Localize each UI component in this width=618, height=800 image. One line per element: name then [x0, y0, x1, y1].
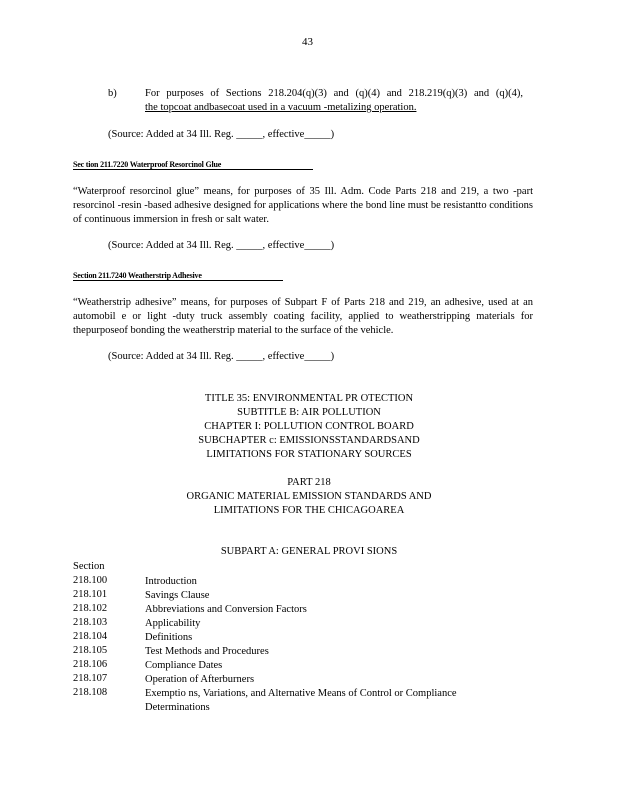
toc-number: 218.107: [73, 673, 108, 684]
toc-title: Operation of Afterburners: [145, 674, 255, 685]
toc-title: Compliance Dates: [145, 660, 223, 671]
toc-number: 218.100: [73, 575, 108, 586]
title-line-2: SUBTITLE B: AIR POLLUTION: [237, 407, 381, 418]
source-note: (Source: Added at 34 Ill. Reg. _____, effective_____): [108, 240, 335, 251]
source-note: (Source: Added at 34 Ill. Reg. _____, effective_____): [108, 129, 335, 140]
toc-number: 218.108: [73, 687, 108, 698]
section-7240-body: “Weatherstrip adhesive” means, for purposes of Subpart F of Parts 218 and 219, an adhesive, used at an automobil e or light -duty truck assembly coating facility, applied to weatherstripping materials for thepurposeof bonding the weatherstrip material to the surface of the vehicle.: [73, 297, 533, 336]
source-note: (Source: Added at 34 Ill. Reg. _____, effective_____): [108, 351, 335, 362]
page-number: 43: [302, 36, 313, 48]
part-line-3: LIMITATIONS FOR THE CHICAGOAREA: [213, 505, 405, 516]
part-line-2: ORGANIC MATERIAL EMISSION STANDARDS AND: [186, 491, 432, 502]
item-b-line1: For purposes of Sections 218.204(q)(3) and (q)(4) and 218.219(q)(3) and (q)(4),: [145, 88, 523, 99]
section-7240-heading: Section 211.7240 Weatherstrip Adhesive: [73, 271, 283, 281]
toc-title: Introduction: [145, 576, 197, 587]
title-line-4: SUBCHAPTER c: EMISSIONSSTANDARDSAND: [198, 435, 420, 446]
subpart-heading: SUBPART A: GENERAL PROVI SIONS: [220, 546, 398, 557]
section-7220-body: “Waterproof resorcinol glue” means, for purposes of 35 Ill. Adm. Code Parts 218 and 219, a two -part resorcinol -resin -based adhesive designed for applications where the bond line must be resistantto conditions of continuous immersion in fresh or salt water.: [73, 186, 533, 225]
toc-number: 218.104: [73, 631, 108, 642]
section-7220-heading: Sec tion 211.7220 Waterproof Resorcinol Glue: [73, 160, 313, 170]
item-b-label: b): [108, 88, 117, 99]
toc-title: Savings Clause: [145, 590, 210, 601]
toc-title: Test Methods and Procedures: [145, 646, 269, 657]
toc-title: Definitions: [145, 632, 193, 643]
title-line-1: TITLE 35: ENVIRONMENTAL PR OTECTION: [204, 393, 414, 404]
part-line-1: PART 218: [287, 477, 331, 488]
toc-number: 218.105: [73, 645, 108, 656]
toc-title: Applicability: [145, 618, 201, 629]
toc-label: Section: [73, 561, 105, 572]
toc-number: 218.106: [73, 659, 108, 670]
toc-title: Abbreviations and Conversion Factors: [145, 604, 307, 615]
toc-number: 218.101: [73, 589, 108, 600]
toc-number: 218.103: [73, 617, 108, 628]
title-line-5: LIMITATIONS FOR STATIONARY SOURCES: [206, 449, 412, 460]
item-b-line2: the topcoat andbasecoat used in a vacuum -metalizing operation.: [145, 102, 417, 113]
title-line-3: CHAPTER I: POLLUTION CONTROL BOARD: [204, 421, 414, 432]
toc-number: 218.102: [73, 603, 108, 614]
toc-title: Exemptio ns, Variations, and Alternative Means of Control or Compliance Determinations: [145, 688, 457, 713]
